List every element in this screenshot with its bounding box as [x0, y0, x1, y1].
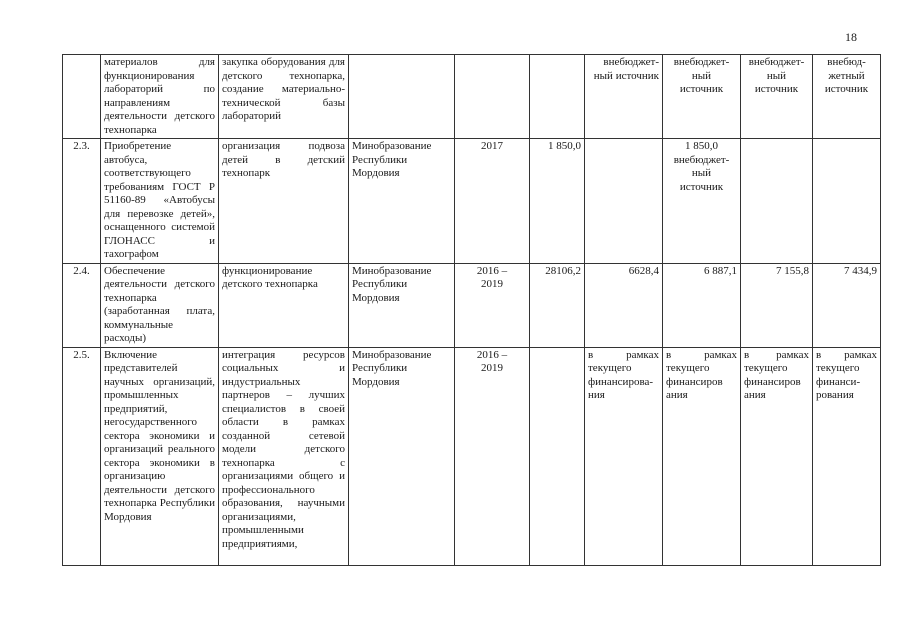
amount-2017: в рамках текущего финансиров ания: [663, 347, 741, 565]
amount-2019: 7 434,9: [813, 263, 881, 347]
amount-2019: в рамках текущего финанси- рования: [813, 347, 881, 565]
total-amount: [530, 347, 585, 565]
amount-2016: внебюджет- ный источник: [585, 55, 663, 139]
total-amount: 28106,2: [530, 263, 585, 347]
amount-2019: [813, 139, 881, 264]
amount-2016: в рамках текущего финансирова- ния: [585, 347, 663, 565]
program-table: [62, 54, 881, 566]
table-row: [63, 55, 881, 139]
amount-2018: [741, 139, 813, 264]
table-row: [63, 263, 881, 347]
amount-2016: 6628,4: [585, 263, 663, 347]
row-number: [63, 55, 101, 139]
amount-2018: внебюджет- ный источник: [741, 55, 813, 139]
total-amount: 1 850,0: [530, 139, 585, 264]
total-amount: [530, 55, 585, 139]
period: 2017: [455, 139, 530, 264]
measure-result: интеграция ресурсов социальных и индустриальных партнеров – лучших специалистов в своей области в рамках созданной сетевой модели детского технопарка с организациями общего и профессионального образования, научными организациями, промышленными предприятиями,: [219, 347, 349, 565]
executor: Минобразование Республики Мордовия: [349, 347, 455, 565]
table-row: [63, 347, 881, 565]
measure-result: закупка оборудования для детского технопарка, создание материально-технической базы лабораторий: [219, 55, 349, 139]
measure-name: материалов для функционирования лабораторий по направлениям деятельности детского технопарка: [101, 55, 219, 139]
page-number: 18: [845, 30, 857, 44]
amount-2018: 7 155,8: [741, 263, 813, 347]
row-number: 2.3.: [63, 139, 101, 264]
measure-result: функционирование детского технопарка: [219, 263, 349, 347]
measure-name: Обеспечение деятельности детского технопарка (заработанная плата, коммунальные расходы): [101, 263, 219, 347]
executor: Минобразование Республики Мордовия: [349, 263, 455, 347]
amount-2017: 6 887,1: [663, 263, 741, 347]
row-number: 2.4.: [63, 263, 101, 347]
row-number: 2.5.: [63, 347, 101, 565]
measure-result: организация подвоза детей в детский технопарк: [219, 139, 349, 264]
measure-name: Приобретение автобуса, соответствующего требованиям ГОСТ Р 51160-89 «Автобусы для перевозке детей», оснащенного системой ГЛОНАСС и тахографом: [101, 139, 219, 264]
executor: Минобразование Республики Мордовия: [349, 139, 455, 264]
period: [455, 55, 530, 139]
amount-2018: в рамках текущего финансиров ания: [741, 347, 813, 565]
period: 2016 – 2019: [455, 263, 530, 347]
amount-2016: [585, 139, 663, 264]
amount-2017: 1 850,0 внебюджет- ный источник: [663, 139, 741, 264]
period: 2016 – 2019: [455, 347, 530, 565]
measure-name: Включение представителей научных организаций, промышленных предприятий, негосударственного сектора экономики и организаций реального сектора экономики в организацию деятельности детского технопарка Республики Мордовия: [101, 347, 219, 565]
executor: [349, 55, 455, 139]
table-row: [63, 139, 881, 264]
amount-2019: внебюд- жетный источник: [813, 55, 881, 139]
amount-2017: внебюджет- ный источник: [663, 55, 741, 139]
